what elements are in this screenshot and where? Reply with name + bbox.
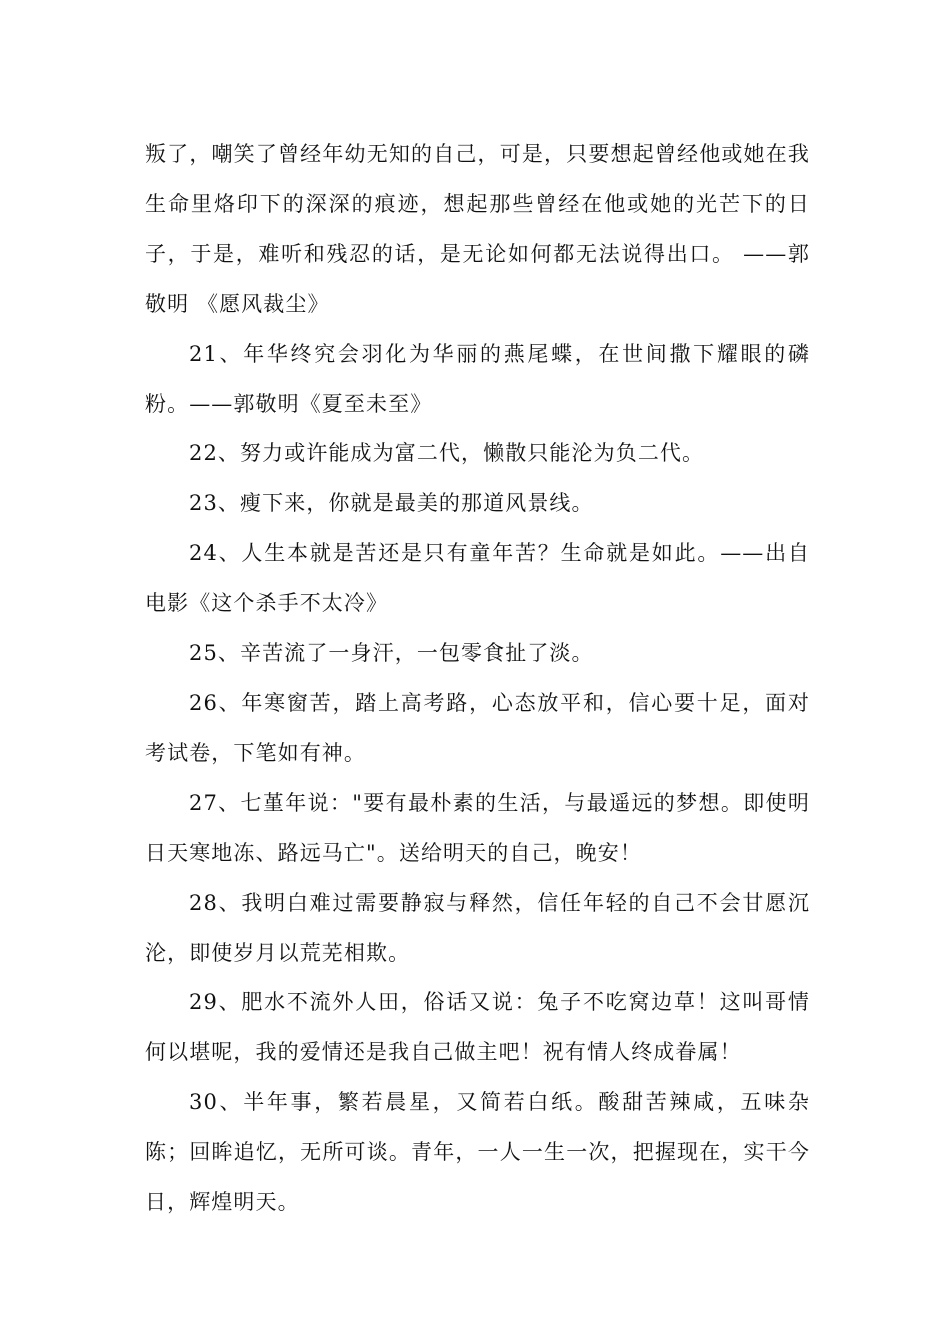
paragraph-26: 26、年寒窗苦，踏上高考路，心态放平和，信心要十足，面对考试卷，下笔如有神。: [145, 690, 810, 765]
paragraph-28: 28、我明白难过需要静寂与释然，信任年轻的自己不会甘愿沉沦，即使岁月以荒芜相欺。: [145, 890, 810, 965]
paragraph-29: 29、肥水不流外人田，俗话又说：兔子不吃窝边草！这叫哥情何以堪呢，我的爱情还是我自己做主吧！祝有情人终成眷属！: [145, 990, 810, 1065]
paragraph-25: 25、辛苦流了一身汗，一包零食扯了淡。: [189, 641, 594, 666]
paragraph-23: 23、瘦下来，你就是最美的那道风景线。: [189, 491, 594, 516]
paragraph-21: 21、年华终究会羽化为华丽的燕尾蝶，在世间撒下耀眼的磷粉。——郭敬明《夏至未至》: [145, 341, 810, 416]
paragraph-30: 30、半年事，繁若晨星，又简若白纸。酸甜苦辣咸，五味杂陈；回眸追忆，无所可谈。青年，一人一生一次，把握现在，实干今日，辉煌明天。: [145, 1090, 810, 1215]
document-body: [145, 130, 810, 1228]
paragraph-22: 22、努力或许能成为富二代，懒散只能沦为负二代。: [189, 441, 705, 466]
paragraph-24: 24、人生本就是苦还是只有童年苦？生命就是如此。——出自电影《这个杀手不太冷》: [145, 541, 810, 616]
paragraph-continued: 叛了，嘲笑了曾经年幼无知的自己，可是，只要想起曾经他或她在我生命里烙印下的深深的痕迹，想起那些曾经在他或她的光芒下的日子，于是，难听和残忍的话，是无论如何都无法说得出口。 ——郭敬明 《愿风裁尘》: [145, 142, 810, 316]
paragraph-27: 27、七堇年说："要有最朴素的生活，与最遥远的梦想。即使明日天寒地冻、路远马亡"。送给明天的自己，晚安！: [145, 790, 810, 865]
